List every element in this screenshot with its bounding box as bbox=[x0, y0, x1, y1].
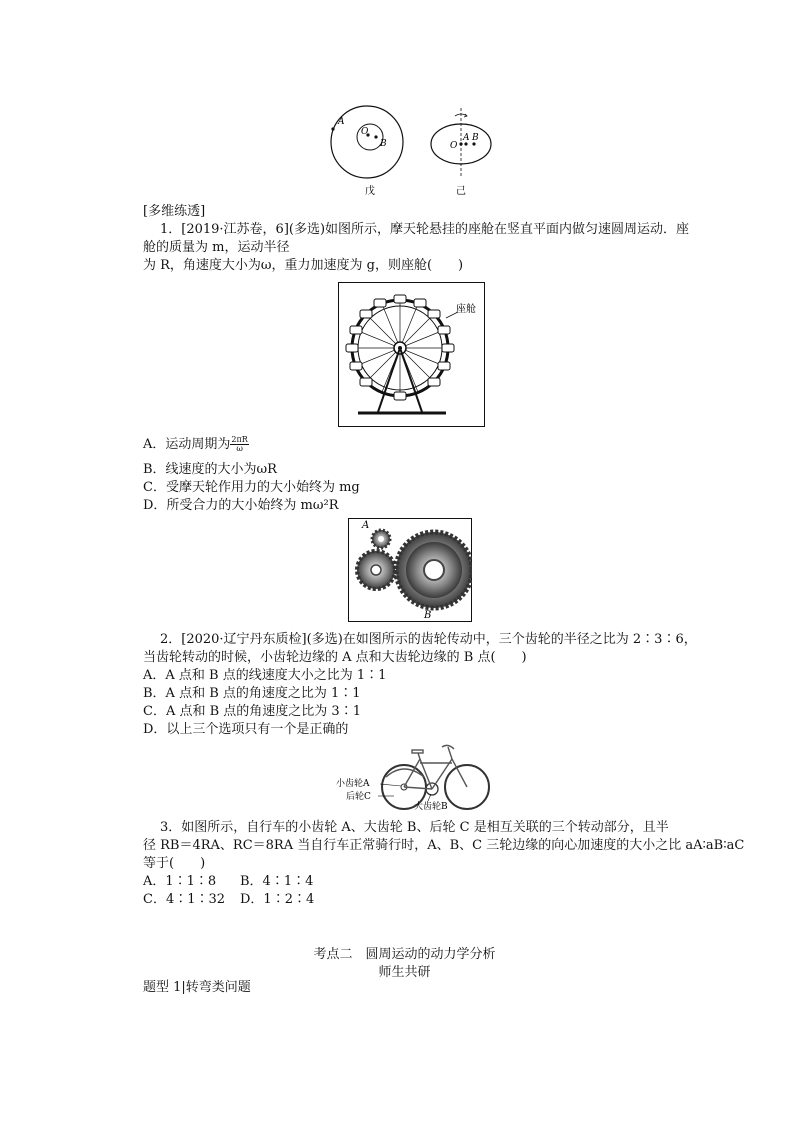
ji-label-a: A bbox=[463, 133, 470, 143]
q3-stem-line3: 等于( ) bbox=[143, 856, 206, 871]
gears-figure bbox=[348, 518, 472, 622]
q3-stem-line2: 径 RB＝4RA、RC＝8RA 当自行车正常骑行时，A、B、C 三轮边缘的向心加速度的大小之比 aA∶aB∶aC bbox=[143, 838, 745, 853]
ferris-label: 座舱 bbox=[456, 304, 476, 315]
bike-label-rear: 后轮C bbox=[346, 792, 371, 802]
q2-option-d: D．以上三个选项只有一个是正确的 bbox=[143, 722, 349, 737]
q3-option-c: C．4∶1∶32 bbox=[143, 892, 226, 907]
q3-option-d: D．1∶2∶4 bbox=[240, 892, 315, 907]
q2-option-b: B．A 点和 B 点的角速度之比为 1∶1 bbox=[143, 686, 361, 701]
wu-caption: 戊 bbox=[365, 186, 375, 197]
q3-stem-line1: 3．如图所示，自行车的小齿轮 A、大齿轮 B、后轮 C 是相互关联的三个转动部分，且半 bbox=[160, 820, 669, 835]
figure-ji bbox=[428, 104, 500, 199]
bike-label-big: 大齿轮B bbox=[414, 802, 448, 812]
figure-wu bbox=[325, 104, 410, 199]
q1-option-b: B．线速度的大小为ωR bbox=[143, 462, 277, 477]
ji-label-b: B bbox=[472, 133, 479, 143]
q1-option-a: A．运动周期为 $\frac{2\pi R}{\omega}$ bbox=[143, 435, 248, 453]
section-title: 考点二 圆周运动的动力学分析 bbox=[313, 947, 496, 962]
ji-label-o: O bbox=[450, 141, 458, 151]
gears-label-a: A bbox=[362, 520, 370, 531]
q3-option-b: B．4∶1∶4 bbox=[240, 874, 314, 889]
section-subtitle: 师生共研 bbox=[378, 965, 431, 980]
q2-option-a: A．A 点和 B 点的线速度大小之比为 1∶1 bbox=[143, 668, 387, 683]
bike-label-small: 小齿轮A bbox=[336, 779, 370, 789]
type-heading: 题型 1|转弯类问题 bbox=[143, 980, 251, 995]
q2-stem-line2: 当齿轮转动的时候，小齿轮边缘的 A 点和大齿轮边缘的 B 点( ) bbox=[143, 650, 527, 665]
wu-label-o: O bbox=[361, 127, 369, 137]
q1-stem-line1: 1．[2019·江苏卷，6](多选)如图所示，摩天轮悬挂的座舱在竖直平面内做匀速圆周运动．座 bbox=[160, 222, 690, 237]
gears-label-b: B bbox=[424, 610, 432, 621]
q1-option-c: C．受摩天轮作用力的大小始终为 mg bbox=[143, 480, 360, 495]
q2-option-c: C．A 点和 B 点的角速度之比为 3∶1 bbox=[143, 704, 361, 719]
q1-stem-line3: 为 R，角速度大小为ω，重力加速度为 g，则座舱( ) bbox=[143, 258, 464, 273]
q2-stem-line1: 2．[2020·辽宁丹东质检](多选)在如图所示的齿轮传动中，三个齿轮的半径之比为 2∶3∶6， bbox=[160, 632, 697, 647]
wu-label-b: B bbox=[380, 139, 387, 149]
wu-label-a: A bbox=[338, 117, 345, 127]
section-practice: [多维练透] bbox=[143, 204, 206, 219]
ji-caption: 己 bbox=[456, 186, 466, 197]
ferris-wheel-figure bbox=[338, 282, 485, 427]
q1-stem-line2: 舱的质量为 m，运动半径 bbox=[143, 240, 290, 255]
bicycle-figure bbox=[334, 741, 490, 813]
q1-option-d: D．所受合力的大小始终为 mω²R bbox=[143, 498, 339, 513]
q3-option-a: A．1∶1∶8 bbox=[143, 874, 217, 889]
